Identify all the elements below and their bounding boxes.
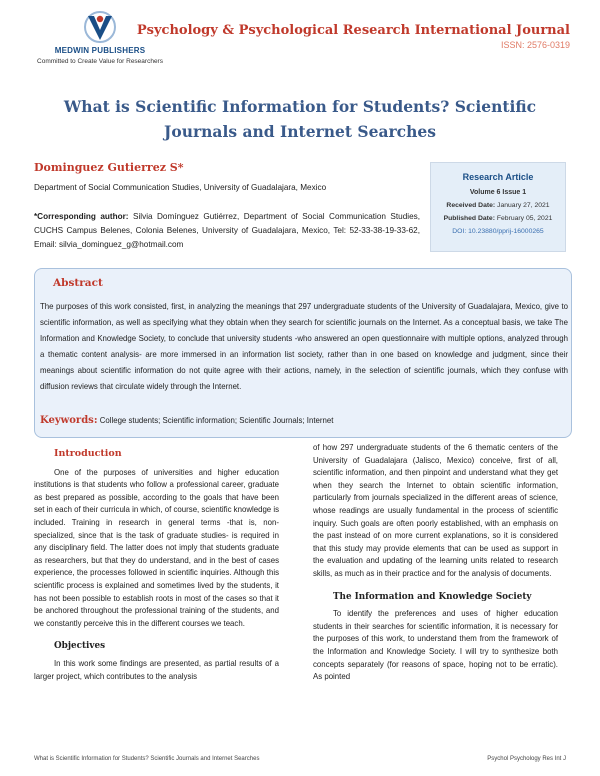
journal-title: Psychology & Psychological Research International Journal [136,23,570,38]
introduction-heading: Introduction [54,448,122,459]
published-label: Published Date: [443,215,495,222]
received-value: January 27, 2021 [495,202,550,209]
received-label: Received Date: [446,202,496,209]
keywords-list: College students; Scientific information; Scientific Journals; Internet [97,416,334,425]
abstract-heading: Abstract [53,277,103,289]
iks-heading: The Information and Knowledge Society [333,591,532,602]
received-date [431,202,565,209]
journal-issn: ISSN: 2576-0319 [500,40,570,50]
footer-title: What is Scientific Information for Students? Scientific Journals and Internet Searches [34,756,260,762]
corresponding-label: *Corresponding author: [34,212,129,221]
article-type: Research Article [462,172,534,182]
objectives-continuation: of how 297 undergraduate students of the 6 thematic centers of the University of Guadalajara (Jalisco, Mexico) conceive, first of all, scientific information, and then pinpoint and understand what they get when they search the Internet to obtain scientific information, particularly from journals specialized in the different areas of science, whose readings are usually fundamental in the process of scientific inquiry. Such goals are often poorly established, with an emphasis on the past instead of on more current explanations, so it is considered that this study may provide elements that can be used as support in the evaluation and updating of the learning units related to research skills, as much as in their practice and for the analysis of documents. [313,443,558,578]
objectives-text: In this work some findings are presented, as partial results of a larger project, which contributes to the analysis [34,658,279,681]
published-date [431,215,565,222]
right-column [313,442,558,684]
author-name: Dominguez Gutierrez S* [34,161,184,174]
publisher-name: MEDWIN PUBLISHERS [54,46,146,55]
publisher-tagline: Committed to Create Value for Researchers [37,58,163,65]
article-title: What is Scientific Information for Students? Scientific Journals and Internet Searches [63,97,537,141]
doi-link[interactable]: DOI: 10.23880/pprij-16000265 [452,228,544,235]
footer-journal: Psychol Psychology Res Int J [487,756,566,762]
medwin-logo-icon [80,10,120,44]
introduction-text: One of the purposes of universities and higher education institutions is that students who follow a professional career, graduate as best prepared as possible, according to the goals that have been set in each of their curricula in which, of course, scientific knowledge is included. Training in research in general terms -that is, non-specialized, since that is the task of graduate studies- is required in any disciplinary field. The latter does not imply that students graduate as researchers, but that they do understand, and in the best of cases experience, the processes followed in scientific inquiries. Although this scientific process is explained and sometimes lived by the students, it has not been possible to establish roots in most of the cases so that it be anchored throughout the professional training of the students, and we constantly perceive this in the different courses we teach. [34,467,280,628]
left-column [34,448,279,683]
volume-issue: Volume 6 Issue 1 [469,189,527,196]
iks-text: To identify the preferences and uses of higher education students in their searches for scientific information, it is necessary for the purposes of this work, to understand them from the framework of the Information and Knowledge Society. I will try to synthesize both concepts separately (for reasons of space, hoping not to be erratic). As pointed [313,609,558,682]
article-info-box [430,162,566,252]
abstract-box [34,268,572,438]
abstract-text: The purposes of this work consisted, first, in analyzing the meanings that 297 undergraduate students of the University of Guadalajara, Mexico, give to scientific information, as well as specifying what they obtain when they search for scientific journals on the Internet. As a conceptual basis, we take The Information and Knowledge Society, to conclude that university students -who answered an open questionnaire with multiple options, analyzed through a thematic content analysis- are more immersed in an information list society, rather than in one based on knowledge and judgment, since their meanings about scientific information do not quite agree with their actions, namely, in the selection of scientific journals, which they confuse with diffusion reviews that circulate widely through the Internet. [40,302,568,391]
objectives-heading: Objectives [54,641,106,652]
published-value: February 05, 2021 [494,215,553,222]
author-affiliation: Department of Social Communication Studies, University of Guadalajara, Mexico [34,183,327,192]
corresponding-details: Silvia Domínguez Gutiérrez, Department of Social Communication Studies, CUCHS Campus Belenes, Colonia Belenes, University of Guadalajara, Mexico, Tel: 52-33-38-19-33-62, Email: silvia_dominguez_g@hotmail.com [34,212,420,249]
keywords-label: Keywords: [40,415,98,426]
corresponding-author [34,210,420,252]
keywords [40,415,568,426]
